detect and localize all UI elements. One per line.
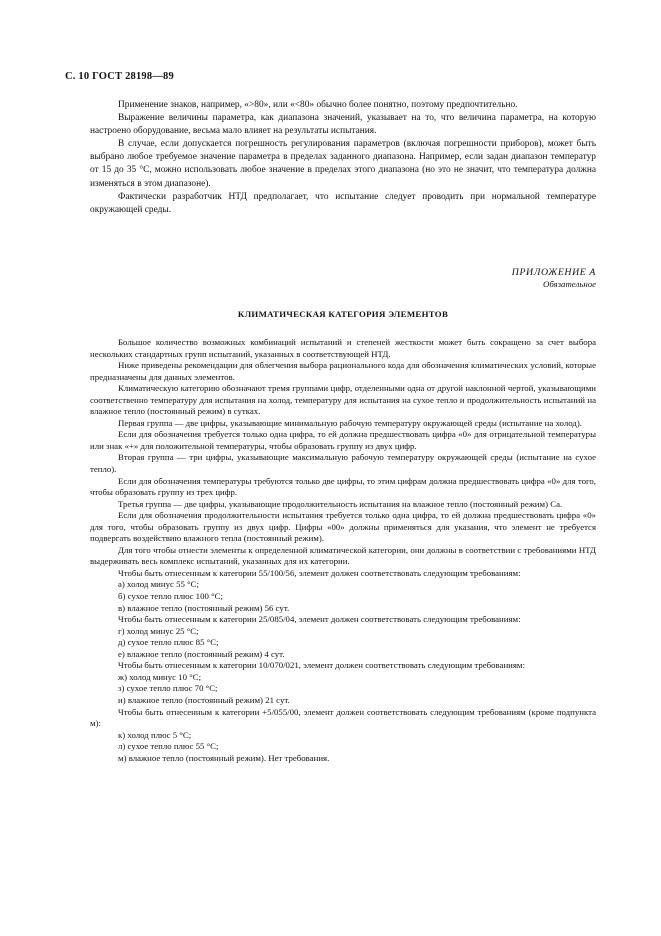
paragraph: Вторая группа — три цифры, указывающие максимальную рабочую температуру окружающей среды (испытание на сухое тепло). [90,452,596,475]
list-item: е) влажное тепло (постоянный режим) 4 сут. [118,648,285,659]
list-item: к) холод плюс 5 °С; [118,729,192,740]
list-item: д) сухое тепло плюс 85 °С; [118,637,219,648]
intro-section [90,99,596,217]
paragraph: Климатическую категорию обозначают тремя группами цифр, отделенными одна от другой наклонной чертой, указывающими соответственно температуру для испытания на холод, температуру для испытания на сухое тепло и продолжительность испытаний на влажное тепло (постоянный режим) в сутках. [90,383,596,417]
paragraph: Фактически разработчик НТД предполагает, что испытание следует проводить при нормальной температуре окружающей среды. [90,191,596,215]
section-body [90,337,596,764]
appendix-label: ПРИЛОЖЕНИЕ А [511,267,596,278]
appendix-status: Обязательное [542,279,596,289]
paragraph: Если для обозначения температуры требуются только две цифры, то этим цифрам должна предшествовать цифра «0» для того, чтобы образовать группу из трех цифр. [90,475,596,498]
paragraph: Третья группа — две цифры, указывающие продолжительность испытания на влажное тепло (постоянный режим) Са. [118,498,563,509]
appendix-heading [512,267,596,289]
paragraph: Первая группа — две цифры, указывающие минимальную рабочую температуру окружающей среды (испытание на холод). [118,417,582,428]
paragraph: В случае, если допускается погрешность регулирования параметров (включая погрешности приборов), может быть выбрано любое требуемое значение параметра в пределах заданного диапазона. Например, если задан диапазон температур от 15 до 35 °С, можно использовать любое значение в пределах этого диапазона (но это не значит, что температура должна изменяться в этом диапазоне). [90,139,596,189]
list-item: м) влажное тепло (постоянный режим). Нет требования. [118,752,330,763]
paragraph: Применение знаков, например, «>80», или «<80» обычно более понятно, поэтому предпочтительно. [118,100,518,110]
list-item: б) сухое тепло плюс 100 °С; [118,591,223,602]
list-item: и) влажное тепло (постоянный режим) 21 сут. [118,694,290,705]
paragraph: Если для обозначения продолжительности испытания требуется только одна цифра, то ей должна предшествовать цифра «0» для того, чтобы образовать группу из двух цифр. Цифры «00» должны применяться для указания, что элемент не требуется подвергать воздействию влажного тепла (постоянный режим). [90,510,596,544]
list-item: г) холод минус 25 °С; [118,625,199,636]
paragraph: Ниже приведены рекомендации для облегчения выбора рационального кода для обозначения климатических условий, которые предназначены для данных элементов. [90,360,596,382]
list-item: з) сухое тепло плюс 70 °С; [118,683,218,694]
paragraph: Чтобы быть отнесенным к категории 25/085/04, элемент должен соответствовать следующим требованиям: [118,614,521,625]
list-item: ж) холод минус 10 °С; [118,671,202,682]
paragraph: Для того чтобы отнести элементы к определенной климатической категории, они должны в соответствии с требованиями НТД выдерживать весь комплекс испытаний, указанных для их категории. [90,544,596,567]
list-item: в) влажное тепло (постоянный режим) 56 сут. [118,602,290,613]
list-item: л) сухое тепло плюс 55 °С; [118,741,219,752]
paragraph: Чтобы быть отнесенным к категории 10/070/021, элемент должен соответствовать следующим требованиям: [118,660,525,671]
paragraph: Выражение величины параметра, как диапазона значений, указывает на то, что величина параметра, на которую настроено оборудование, весьма мало влияет на результаты испытания. [90,113,596,137]
section-title: КЛИМАТИЧЕСКАЯ КАТЕГОРИЯ ЭЛЕМЕНТОВ [237,309,449,319]
paragraph: Чтобы быть отнесенным к категории +5/055/00, элемент должен соответствовать следующим требованиям (кроме подпункта м): [90,706,596,729]
page-header: С. 10 ГОСТ 28198—89 [65,71,174,82]
paragraph: Если для обозначения требуется только одна цифра, то ей должна предшествовать цифра «0» для отрицательной температуры или знак «+» для положительной температуры, чтобы образовать группу из двух цифр. [90,429,596,451]
list-item: а) холод минус 55 °С; [118,579,199,590]
paragraph: Чтобы быть отнесенным к категории 55/100/56, элемент должен соответствовать следующим требованиям: [118,567,521,578]
paragraph: Большое количество возможных комбинаций испытаний и степеней жесткости может быть сокращено за счет выбора нескольких стандартных групп испытаний, указанных в соответствующей НТД. [90,337,596,359]
